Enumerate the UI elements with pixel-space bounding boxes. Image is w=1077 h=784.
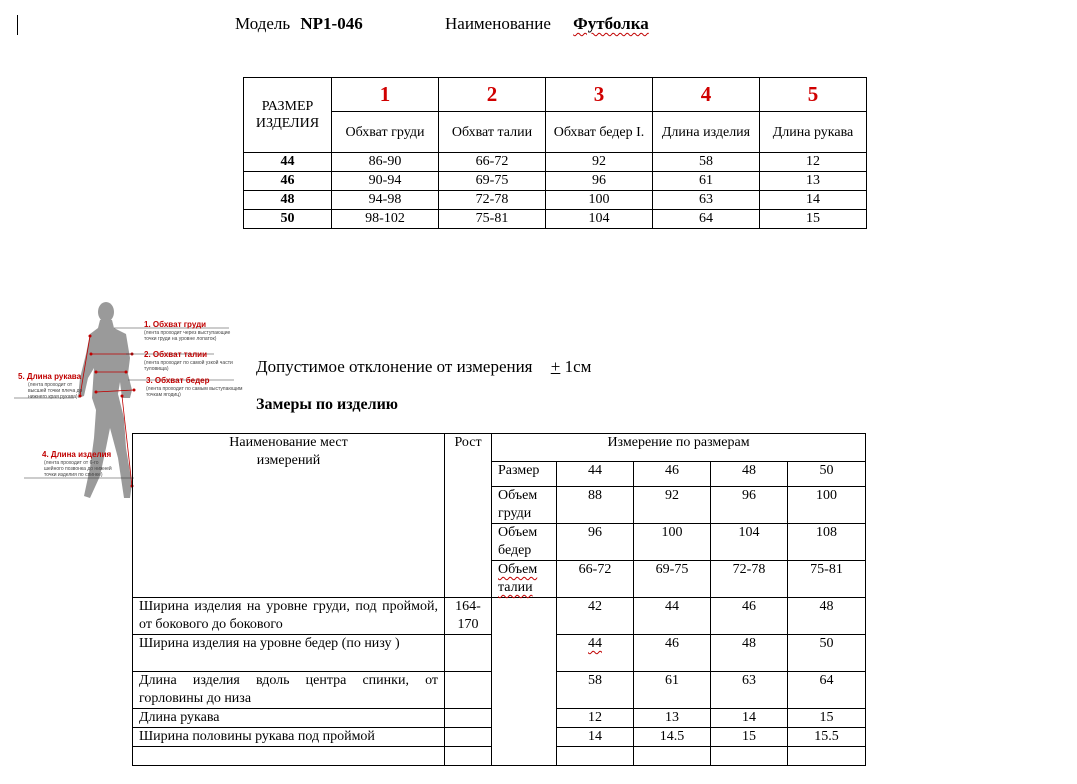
value-cell: 72-78 — [711, 561, 788, 598]
col-sizes-header: Измерение по размерам — [492, 434, 866, 462]
value-cell: 86-90 — [332, 153, 439, 172]
item-row-label: Ширина изделия на уровне бедер (по низу ) — [133, 635, 445, 672]
fig-label-chest: 1. Обхват груди — [144, 320, 207, 329]
name-line — [445, 14, 649, 34]
size-corner-label: РАЗМЕР ИЗДЕЛИЯ — [244, 78, 332, 153]
value-cell: 15.5 — [788, 728, 866, 747]
size-cell: 48 — [244, 191, 332, 210]
value-cell: 14 — [760, 191, 867, 210]
value-cell: 100 — [546, 191, 653, 210]
fig-label-sleeve: 5. Длина рукава — [18, 372, 82, 381]
value-cell: 42 — [557, 598, 634, 635]
item-row-label: Длина изделия вдоль центра спинки, от горловины до низа — [133, 672, 445, 709]
value-cell: 50 — [788, 635, 866, 672]
measurement-table — [132, 433, 866, 766]
table-row — [244, 153, 867, 172]
col-label-hips: Обхват бедер I. — [546, 112, 653, 153]
value-cell: 75-81 — [439, 210, 546, 229]
empty-cell — [133, 747, 445, 766]
body-row-label: Объем бедер — [492, 524, 557, 561]
value-cell: 104 — [546, 210, 653, 229]
value-cell: 14.5 — [634, 728, 711, 747]
empty-cell — [492, 598, 557, 766]
fig-sub-hips: (лента проходит по самым выступающим точкам ягодиц) — [146, 386, 243, 398]
value-cell: 66-72 — [439, 153, 546, 172]
empty-cell — [445, 747, 492, 766]
value-cell: 64 — [788, 672, 866, 709]
col-label-length: Длина изделия — [653, 112, 760, 153]
plus-minus-sign: + — [550, 357, 561, 376]
size-cell: 44 — [244, 153, 332, 172]
value-cell: 69-75 — [439, 172, 546, 191]
item-row-label: Длина рукава — [133, 709, 445, 728]
size-cell: 44 — [557, 462, 634, 487]
col-name-header: Наименование мест измерений — [133, 434, 445, 598]
section-title: Замеры по изделию — [256, 396, 399, 413]
value-cell: 69-75 — [634, 561, 711, 598]
size-cell: 46 — [244, 172, 332, 191]
value-cell: 92 — [634, 487, 711, 524]
value-cell: 63 — [653, 191, 760, 210]
col-label-sleeve: Длина рукава — [760, 112, 867, 153]
size-row-label: Размер — [492, 462, 557, 487]
value-cell: 64 — [653, 210, 760, 229]
value-cell: 96 — [546, 172, 653, 191]
value-cell: 108 — [788, 524, 866, 561]
value-cell: 13 — [634, 709, 711, 728]
empty-cell — [445, 728, 492, 747]
empty-cell — [557, 747, 634, 766]
value-cell: 100 — [634, 524, 711, 561]
model-value: NP1-046 — [300, 14, 363, 33]
value-cell: 94-98 — [332, 191, 439, 210]
value-cell: 44 — [634, 598, 711, 635]
value-cell: 96 — [711, 487, 788, 524]
value-cell: 12 — [760, 153, 867, 172]
col-label-waist: Обхват талии — [439, 112, 546, 153]
col-height-header: Рост — [445, 434, 492, 598]
fig-sub-sleeve: (лента проходит от высшей точки плеча до нижнего края рукава) — [28, 382, 83, 400]
value-cell: 100 — [788, 487, 866, 524]
fig-sub-chest: (лента проходит через выступающие точки груди на уровне лопаток) — [144, 330, 231, 342]
tolerance-text: Допустимое отклонение от измерения — [256, 357, 533, 376]
value-cell: 13 — [760, 172, 867, 191]
value-cell: 66-72 — [557, 561, 634, 598]
empty-cell — [445, 672, 492, 709]
table-row — [244, 210, 867, 229]
col-num-2: 2 — [439, 78, 546, 112]
text-cursor — [17, 15, 18, 35]
item-row-label: Ширина изделия на уровне груди, под проймой, от бокового до бокового — [133, 598, 445, 635]
col-label-chest: Обхват груди — [332, 112, 439, 153]
col-num-4: 4 — [653, 78, 760, 112]
fig-label-waist: 2. Обхват талии — [144, 350, 207, 359]
empty-cell — [445, 635, 492, 672]
empty-cell — [788, 747, 866, 766]
fig-sub-waist: (лента проходит по самой узкой части туловища) — [144, 360, 233, 372]
tolerance-line — [256, 357, 591, 377]
table-row — [133, 598, 866, 635]
value-cell: 48 — [711, 635, 788, 672]
table-row — [244, 172, 867, 191]
body-row-label: Объем груди — [492, 487, 557, 524]
value-cell: 14 — [557, 728, 634, 747]
fig-label-hips: 3. Обхват бедер — [146, 376, 210, 385]
col-num-3: 3 — [546, 78, 653, 112]
value-cell: 90-94 — [332, 172, 439, 191]
value-cell: 12 — [557, 709, 634, 728]
value-cell: 44 — [557, 635, 634, 672]
fig-label-length: 4. Длина изделия — [42, 450, 112, 459]
col-num-5: 5 — [760, 78, 867, 112]
model-label: Модель — [235, 14, 291, 33]
height-value: 164-170 — [445, 598, 492, 635]
value-cell: 92 — [546, 153, 653, 172]
value-cell: 58 — [557, 672, 634, 709]
value-cell: 15 — [788, 709, 866, 728]
value-cell: 98-102 — [332, 210, 439, 229]
value-cell: 15 — [711, 728, 788, 747]
value-cell: 46 — [634, 635, 711, 672]
tolerance-value: 1см — [564, 357, 592, 376]
fig-sub-length: (лента проходит от 6-го шейного позвонка до нижней точки изделия по спинке) — [44, 460, 112, 478]
value-cell: 61 — [634, 672, 711, 709]
value-cell: 15 — [760, 210, 867, 229]
size-cell: 50 — [244, 210, 332, 229]
empty-cell — [711, 747, 788, 766]
model-line — [235, 14, 363, 34]
value-cell: 75-81 — [788, 561, 866, 598]
empty-cell — [445, 709, 492, 728]
name-label: Наименование — [445, 14, 551, 33]
value-cell: 58 — [653, 153, 760, 172]
item-row-label: Ширина половины рукава под проймой — [133, 728, 445, 747]
value-cell: 72-78 — [439, 191, 546, 210]
value-cell: 104 — [711, 524, 788, 561]
body-row-label: Объем талии — [492, 561, 557, 598]
size-table — [243, 77, 867, 229]
value-cell: 96 — [557, 524, 634, 561]
table-row — [244, 191, 867, 210]
value-cell: 48 — [788, 598, 866, 635]
col-num-1: 1 — [332, 78, 439, 112]
value-cell: 63 — [711, 672, 788, 709]
value-cell: 46 — [711, 598, 788, 635]
name-value: Футболка — [573, 14, 649, 33]
size-cell: 50 — [788, 462, 866, 487]
value-cell: 61 — [653, 172, 760, 191]
size-cell: 48 — [711, 462, 788, 487]
value-cell: 88 — [557, 487, 634, 524]
value-cell: 14 — [711, 709, 788, 728]
size-cell: 46 — [634, 462, 711, 487]
empty-cell — [634, 747, 711, 766]
